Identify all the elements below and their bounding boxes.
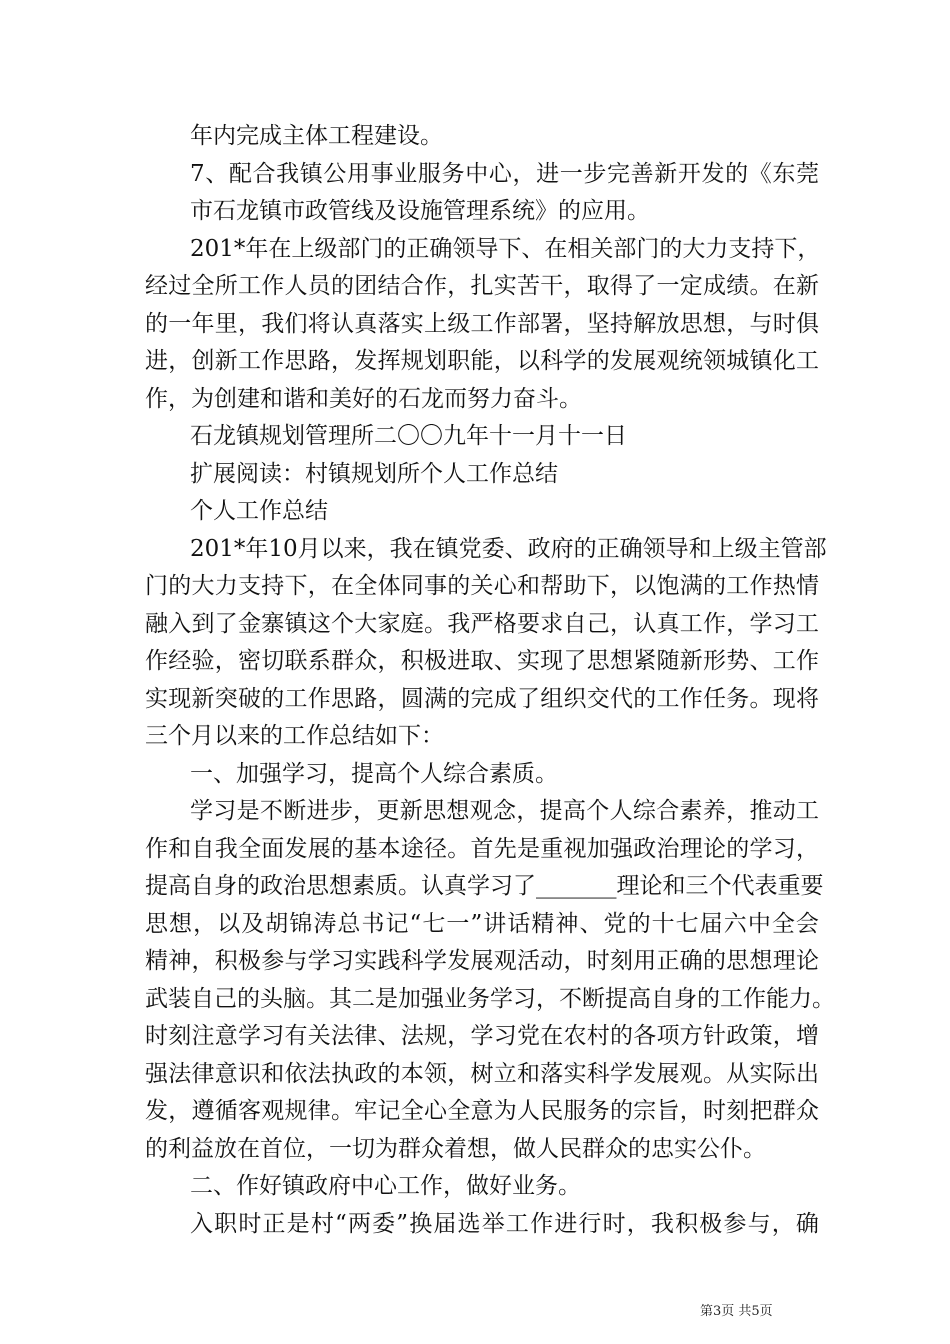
text-line: 的一年里，我们将认真落实上级工作部署，坚持解放思想，与时俱	[145, 310, 820, 337]
text-line: 个人工作总结	[190, 498, 328, 524]
text-line: 一、加强学习，提高个人综合素质。	[190, 760, 558, 787]
text-line: 实现新突破的工作思路，圆满的完成了组织交代的工作任务。现将	[145, 685, 820, 712]
text-line: 时刻注意学习有关法律、法规，学习党在农村的各项方针政策，增	[145, 1023, 820, 1049]
text-line: 发，遵循客观规律。牢记全心全意为人民服务的宗旨，时刻把群众	[145, 1098, 820, 1124]
text-line: 201*年在上级部门的正确领导下、在相关部门的大力支持下，	[190, 235, 821, 262]
text-line: 门的大力支持下，在全体同事的关心和帮助下，以饱满的工作热情	[145, 573, 820, 599]
page-number: 第3页 共5页	[700, 1304, 773, 1319]
text-line: 作和自我全面发展的基本途径。首先是重视加强政治理论的学习，	[145, 835, 820, 862]
text-line: 扩展阅读：村镇规划所个人工作总结	[190, 460, 558, 487]
text-line: 作经验，密切联系群众，积极进取、实现了思想紧随新形势、工作	[145, 648, 820, 674]
text-line: 作，为创建和谐和美好的石龙而努力奋斗。	[145, 385, 582, 412]
text-line: 石龙镇规划管理所二〇〇九年十一月十一日	[190, 423, 627, 449]
text-line: 7、配合我镇公用事业服务中心，进一步完善新开发的《东莞	[190, 160, 820, 187]
text-line: 二、作好镇政府中心工作，做好业务。	[190, 1173, 581, 1199]
text-line: 精神，积极参与学习实践科学发展观活动，时刻用正确的思想理论	[145, 948, 820, 974]
text-line: 市石龙镇市政管线及设施管理系统》的应用。	[190, 198, 650, 224]
text-line: 的利益放在首位，一切为群众着想，做人民群众的忠实公仆。	[145, 1135, 766, 1162]
text-line: 武装自己的头脑。其二是加强业务学习，不断提高自身的工作能力。	[145, 985, 835, 1012]
text-line: 进，创新工作思路，发挥规划职能，以科学的发展观统领城镇化工	[145, 348, 820, 374]
text-line: 学习是不断进步，更新思想观念，提高个人综合素养，推动工	[190, 798, 820, 824]
text-line: 入职时正是村“两委”换届选举工作进行时，我积极参与，确	[190, 1210, 821, 1237]
document-body	[145, 118, 835, 1243]
text-line: 提高自身的政治思想素质。认真学习了_______理论和三个代表重要	[145, 873, 824, 899]
text-line: 三个月以来的工作总结如下：	[145, 723, 444, 749]
text-line: 经过全所工作人员的团结合作，扎实苦干，取得了一定成绩。在新	[145, 273, 820, 299]
text-line: 思想，以及胡锦涛总书记“七一”讲话精神、党的十七届六中全会	[145, 910, 820, 937]
text-line: 201*年10月以来，我在镇党委、政府的正确领导和上级主管部	[190, 535, 827, 562]
text-line: 年内完成主体工程建设。	[190, 123, 443, 149]
text-line: 强法律意识和依法执政的本领，树立和落实科学发展观。从实际出	[145, 1060, 820, 1087]
text-line: 融入到了金寨镇这个大家庭。我严格要求自己，认真工作，学习工	[145, 610, 820, 637]
